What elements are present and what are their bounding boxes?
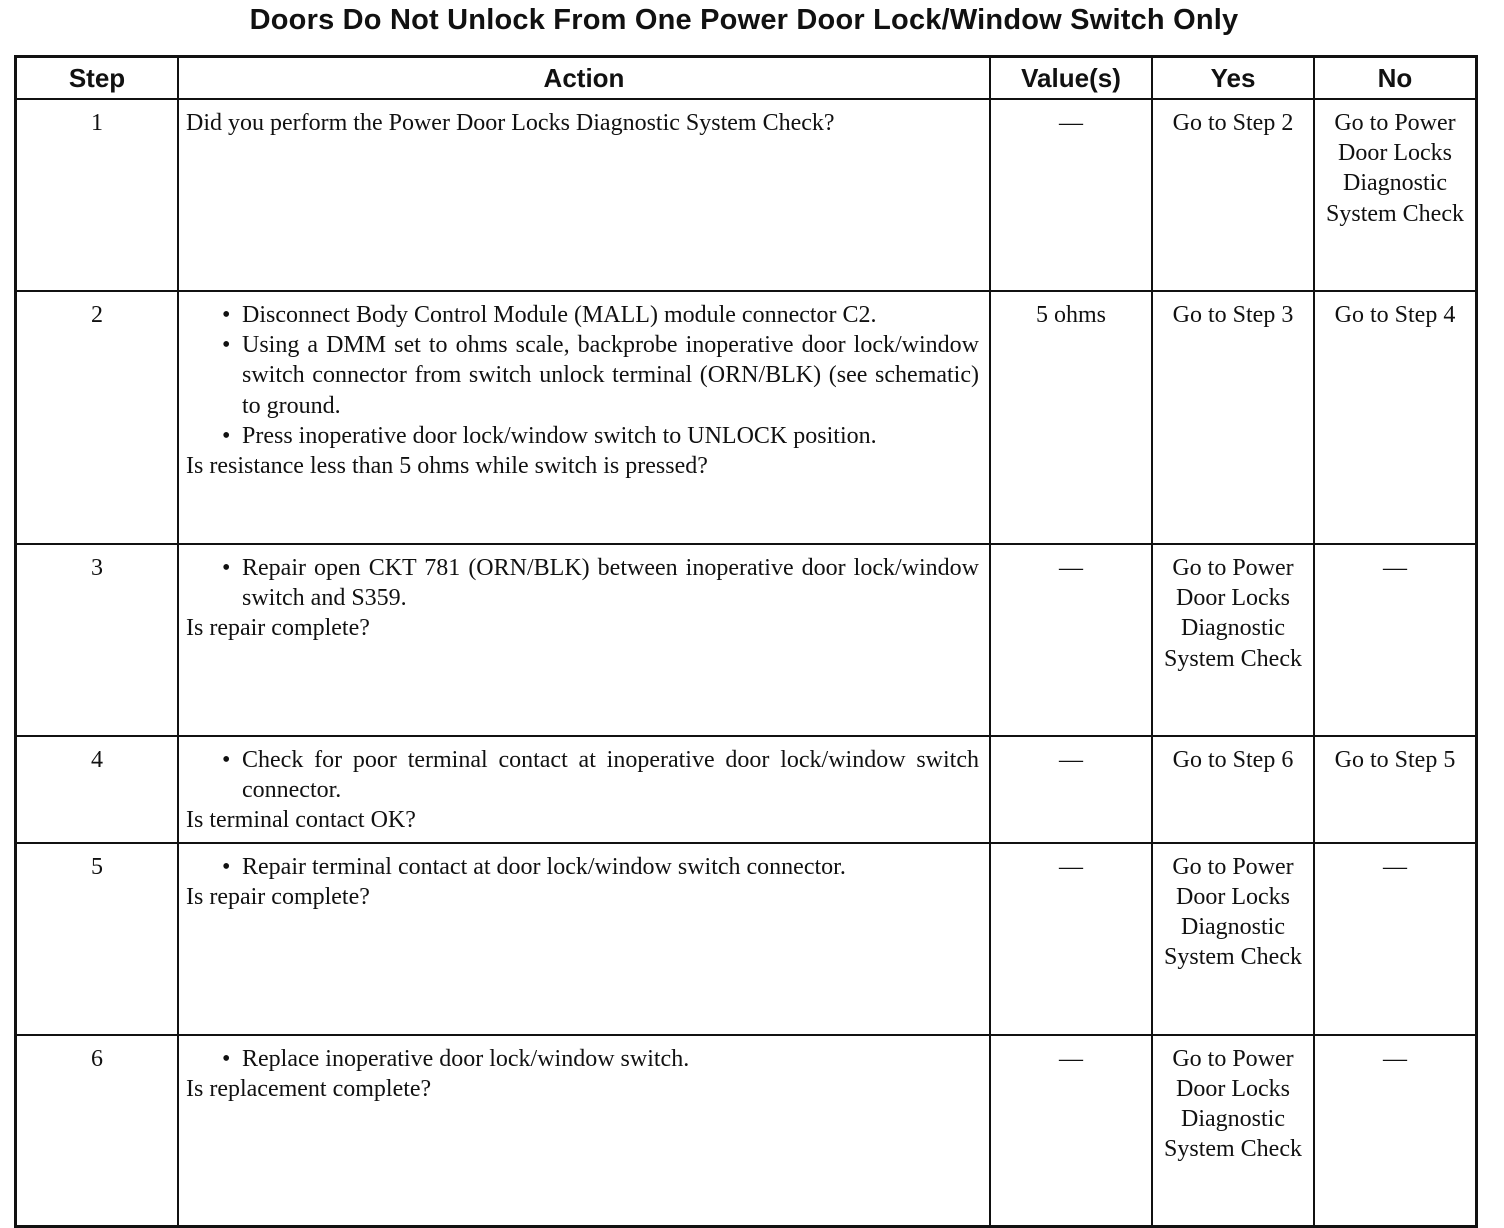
no-cell: —: [1314, 1035, 1477, 1227]
table-row: [16, 843, 1477, 1035]
step-number: 2: [16, 291, 179, 544]
action-cell: [178, 843, 990, 1035]
action-cell: [178, 99, 990, 291]
no-cell: Go to Step 5: [1314, 736, 1477, 843]
no-cell: —: [1314, 544, 1477, 736]
table-row: [16, 1035, 1477, 1227]
action-bullet-list: [186, 1044, 979, 1074]
table-header-row: [16, 57, 1477, 100]
value-cell: —: [990, 736, 1152, 843]
table-row: [16, 544, 1477, 736]
yes-cell: Go to Power Door Locks Diagnostic System Check: [1152, 843, 1314, 1035]
action-cell: [178, 291, 990, 544]
header-step: Step: [16, 57, 179, 100]
action-bullet: • Replace inoperative door lock/window switch.: [220, 1044, 979, 1074]
header-no: No: [1314, 57, 1477, 100]
action-cell: [178, 544, 990, 736]
action-cell: [178, 1035, 990, 1227]
action-question: Is repair complete?: [186, 883, 370, 910]
action-cell: [178, 736, 990, 843]
page-title: Doors Do Not Unlock From One Power Door Lock/Window Switch Only: [249, 4, 1239, 36]
step-number: 5: [16, 843, 179, 1035]
table-row: [16, 736, 1477, 843]
action-question: Is resistance less than 5 ohms while switch is pressed?: [186, 453, 708, 480]
step-number: 4: [16, 736, 179, 843]
action-question: Is terminal contact OK?: [186, 807, 416, 834]
table-row: [16, 99, 1477, 291]
yes-cell: Go to Step 3: [1152, 291, 1314, 544]
header-values: Value(s): [990, 57, 1152, 100]
action-bullet: • Press inoperative door lock/window switch to UNLOCK position.: [220, 421, 979, 451]
action-bullet-list: [186, 852, 979, 882]
action-bullet: • Check for poor terminal contact at inoperative door lock/window switch connector.: [220, 745, 979, 805]
header-yes: Yes: [1152, 57, 1314, 100]
yes-cell: Go to Power Door Locks Diagnostic System Check: [1152, 1035, 1314, 1227]
diagnostic-table: [14, 55, 1478, 1228]
value-cell: —: [990, 843, 1152, 1035]
action-bullet: • Disconnect Body Control Module (MALL) module connector C2.: [220, 300, 979, 330]
no-cell: Go to Step 4: [1314, 291, 1477, 544]
action-question: Did you perform the Power Door Locks Diagnostic System Check?: [186, 110, 835, 136]
header-action: Action: [178, 57, 990, 100]
action-question: Is replacement complete?: [186, 1075, 432, 1102]
action-bullet: • Repair terminal contact at door lock/window switch connector.: [220, 852, 979, 882]
value-cell: —: [990, 544, 1152, 736]
table-row: [16, 291, 1477, 544]
action-bullet-list: [186, 745, 979, 805]
action-bullet: • Repair open CKT 781 (ORN/BLK) between inoperative door lock/window switch and S359.: [220, 553, 979, 613]
yes-cell: Go to Step 2: [1152, 99, 1314, 291]
action-bullet-list: [186, 300, 979, 451]
value-cell: 5 ohms: [990, 291, 1152, 544]
yes-cell: Go to Step 6: [1152, 736, 1314, 843]
value-cell: —: [990, 99, 1152, 291]
no-cell: Go to Power Door Locks Diagnostic System Check: [1314, 99, 1477, 291]
action-question: Is repair complete?: [186, 615, 370, 642]
step-number: 6: [16, 1035, 179, 1227]
action-bullet-list: [186, 553, 979, 613]
step-number: 1: [16, 99, 179, 291]
value-cell: —: [990, 1035, 1152, 1227]
action-bullet: • Using a DMM set to ohms scale, backprobe inoperative door lock/window switch connector from switch unlock terminal (ORN/BLK) (see schematic) to ground.: [220, 330, 979, 421]
no-cell: —: [1314, 843, 1477, 1035]
step-number: 3: [16, 544, 179, 736]
yes-cell: Go to Power Door Locks Diagnostic System Check: [1152, 544, 1314, 736]
